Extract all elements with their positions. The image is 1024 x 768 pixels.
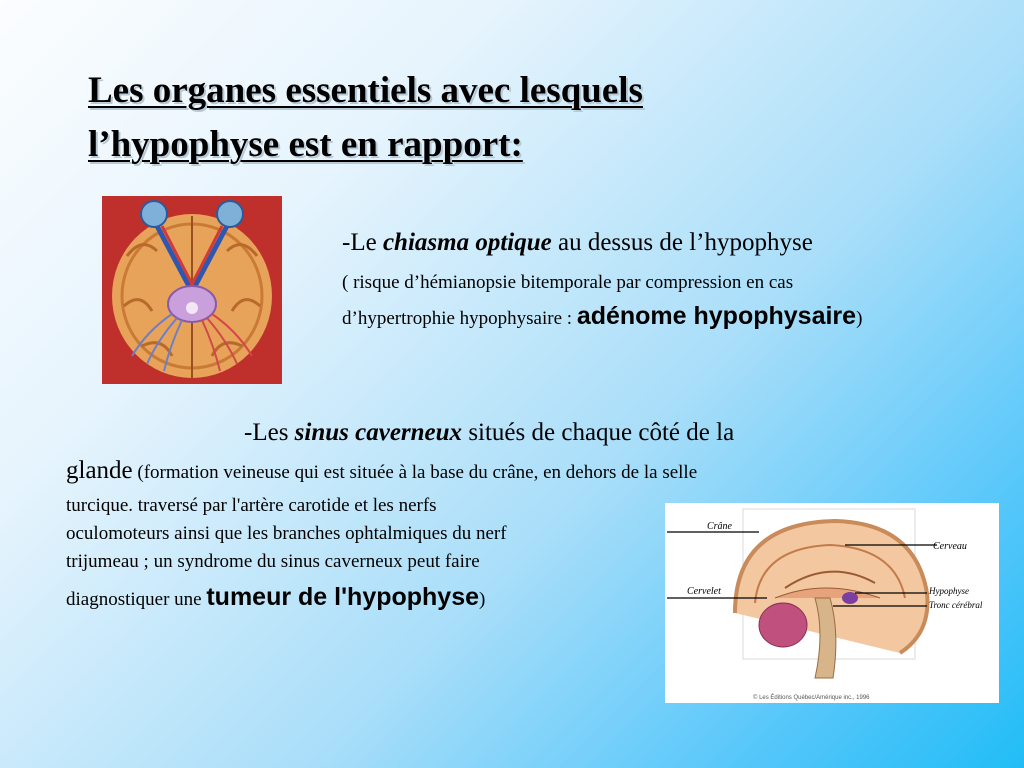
sinus-line-3: turcique. traversé par l'artère carotide et les nerfs (66, 495, 437, 516)
adenome-highlight: adénome hypophysaire (576, 302, 857, 330)
chiasma-suffix: au dessus de l’hypophyse (551, 229, 813, 256)
glande-word: glande (66, 457, 133, 484)
sinus-line-5: trijumeau ; un syndrome du sinus caverneux peut faire (66, 551, 480, 572)
chiasma-detail-line-1: ( risque d’hémianopsie bitemporale par compression en cas (342, 272, 794, 293)
sinus-point (66, 414, 734, 618)
chiasma-term: chiasma optique (382, 229, 552, 256)
chiasma-prefix: -Le (342, 229, 383, 256)
sinus-heading (66, 414, 734, 452)
slide-title (88, 64, 808, 172)
chiasma-point (342, 224, 1012, 336)
sinus-term: sinus caverneux (294, 419, 463, 446)
label-cerveau: Cerveau (933, 541, 967, 552)
sinus-close-paren: ) (479, 589, 486, 610)
label-tronc: Tronc cérébral (929, 600, 983, 610)
label-crane: Crâne (707, 521, 732, 532)
sinus-line-2 (66, 452, 734, 492)
copyright-text: © Les Éditions Québec/Amérique inc., 1996 (753, 695, 870, 701)
tumeur-highlight: tumeur de l'hypophyse (206, 583, 480, 611)
sagittal-brain-drawing (665, 503, 999, 703)
sinus-line-6 (66, 579, 734, 618)
sinus-line-4: oculomoteurs ainsi que les branches ophtalmiques du nerf (66, 523, 507, 544)
title-line-1: Les organes essentiels avec lesquels (88, 70, 643, 111)
sagittal-brain-illustration (665, 503, 999, 703)
chiasma-heading (342, 224, 1012, 262)
chiasma-close-paren: ) (856, 308, 863, 329)
optic-chiasm-illustration (102, 196, 282, 384)
label-hypophyse: Hypophyse (929, 586, 969, 596)
chiasma-detail-line-2 (342, 299, 1012, 336)
title-line-2: l’hypophyse est en rapport: (88, 124, 523, 165)
sinus-line-6-text: diagnostiquer une (66, 589, 207, 610)
sinus-suffix: situés de chaque côté de la (462, 419, 735, 446)
sinus-line-2-rest: (formation veineuse qui est située à la base du crâne, en dehors de la selle (132, 462, 698, 483)
chiasma-detail-text: d’hypertrophie hypophysaire : (342, 308, 577, 329)
label-cervelet: Cervelet (687, 586, 721, 597)
optic-chiasm-drawing (102, 196, 282, 384)
sinus-prefix: -Les (244, 419, 295, 446)
